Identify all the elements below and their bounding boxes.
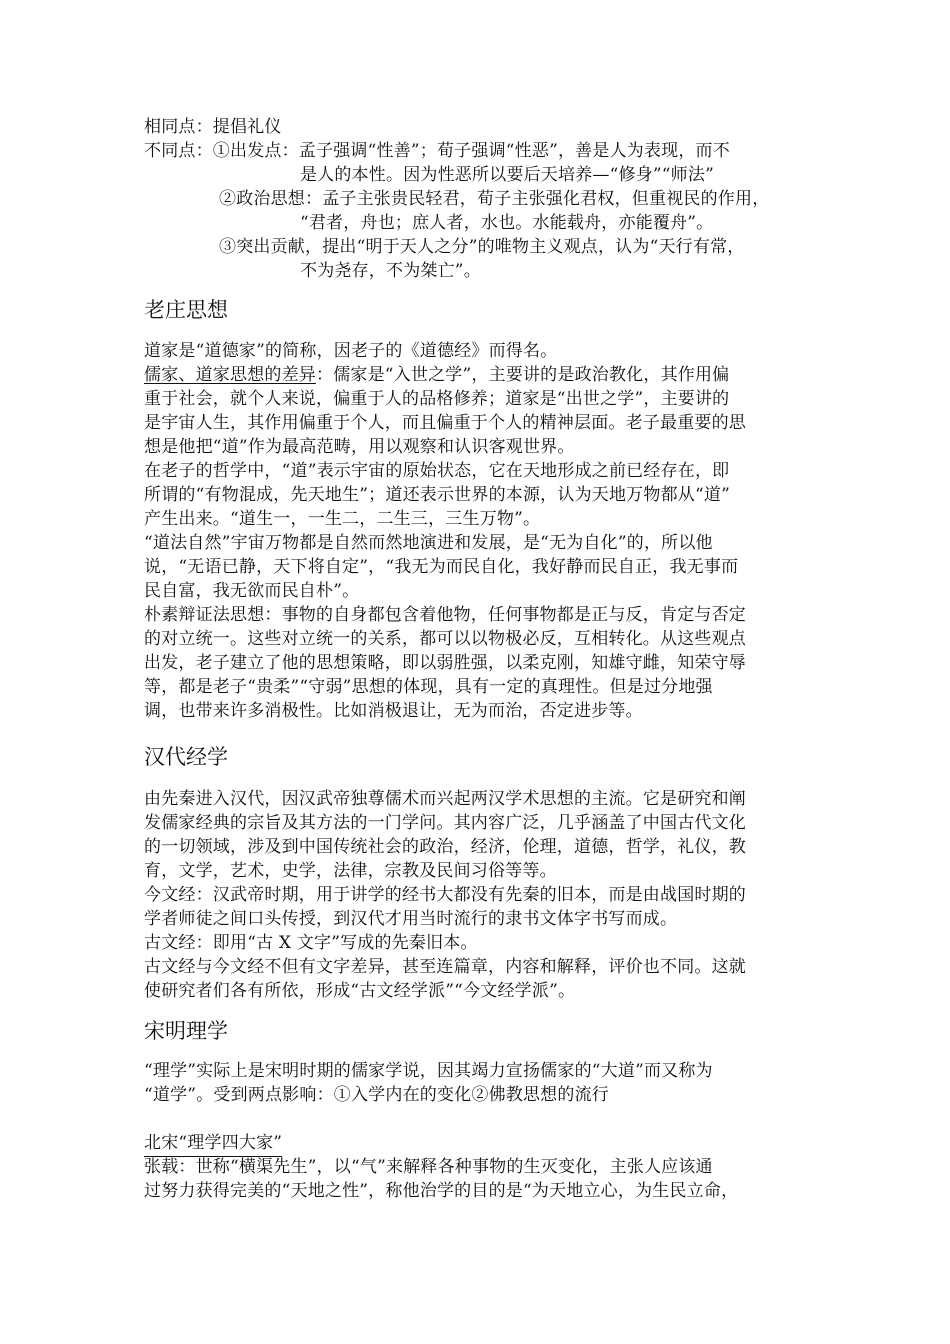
laozhuang-p3-line-3: 产生出来。“道生一，一生二，二生三，三生万物”。	[144, 509, 541, 529]
laozhuang-p3-line-2: 所谓的“有物混成，先天地生”；道还表示世界的本源，认为天地万物都从“道”	[144, 485, 730, 505]
handai-p1-line-2: 发儒家经典的宗旨及其方法的一门学问。其内容广泛，几乎涵盖了中国古代文化	[144, 813, 746, 833]
songming-p2-line-1: 张载：世称“横渠先生”，以“气”来解释各种事物的生灭变化，主张人应该通	[144, 1157, 713, 1177]
laozhuang-p5-line-5: 调，也带来许多消极性。比如消极退让，无为而治，否定进步等。	[144, 701, 643, 721]
handai-p2-line-2: 学者师徒之间口头传授，到汉代才用当时流行的隶书文体字书写而成。	[144, 909, 678, 929]
diff-points-line-2: 是人的本性。因为性恶所以要后天培养—“修身”“师法”	[300, 165, 714, 185]
songming-p1-line-2: “道学”。受到两点影响：①入学内在的变化②佛教思想的流行	[144, 1085, 609, 1105]
diff-points-line-4: “君者，舟也；庶人者，水也。水能载舟，亦能覆舟”。	[300, 213, 714, 233]
handai-p2-line-1: 今文经：汉武帝时期，用于讲学的经书大都没有先秦的旧本，而是由战国时期的	[144, 885, 746, 905]
heading-songming: 宋明理学	[144, 1019, 228, 1043]
same-points-line: 相同点：提倡礼仪	[144, 117, 282, 137]
difference-underlined-term: 儒家、道家思想的差异	[144, 365, 316, 385]
songming-p2-line-2: 过努力获得完美的“天地之性”，称他治学的目的是“为天地立心，为生民立命，	[144, 1181, 739, 1201]
northern-song-subheading: 北宋“理学四大家”	[144, 1131, 282, 1157]
laozhuang-p4-line-1: “道法自然”宇宙万物都是自然而然地演进和发展，是“无为自化”的，所以他	[144, 533, 713, 553]
laozhuang-p2-line-2: 重于社会，就个人来说，偏重于人的品格修养；道家是“出世之学”，主要讲的	[144, 389, 730, 409]
heading-laozhuang: 老庄思想	[144, 298, 228, 322]
handai-p1-line-1: 由先秦进入汉代，因汉武帝独尊儒术而兴起两汉学术思想的主流。它是研究和阐	[144, 789, 746, 809]
songming-p1-line-1: “理学”实际上是宋明时期的儒家学说，因其竭力宣扬儒家的“大道”而又称为	[144, 1061, 713, 1081]
laozhuang-p5-line-3: 出发，老子建立了他的思想策略，即以弱胜强，以柔克刚，知雄守雌，知荣守辱	[144, 653, 746, 673]
diff-points-line-1: 不同点：①出发点：孟子强调“性善”；荀子强调“性恶”，善是人为表现，而不	[144, 141, 730, 161]
laozhuang-p2-line-1	[144, 363, 729, 387]
laozhuang-p2-line-4: 想是他把“道”作为最高范畴，用以观察和认识客观世界。	[144, 437, 575, 457]
handai-p1-line-4: 育，文学，艺术，史学，法律，宗教及民间习俗等等。	[144, 861, 557, 881]
diff-points-line-5: ③突出贡献，提出“明于天人之分”的唯物主义观点，认为“天行有常，	[219, 237, 745, 257]
handai-p4-line-1: 古文经与今文经不但有文字差异，甚至连篇章，内容和解释，评价也不同。这就	[144, 957, 746, 977]
heading-handai: 汉代经学	[144, 745, 228, 769]
handai-p4-line-2: 使研究者们各有所依，形成“古文经学派”“今文经学派”。	[144, 981, 576, 1001]
laozhuang-p2-rest: ：儒家是“入世之学”，主要讲的是政治教化，其作用偏	[316, 365, 730, 385]
laozhuang-p5-line-4: 等，都是老子“贵柔”“守弱”思想的体现，具有一定的真理性。但是过分地强	[144, 677, 713, 697]
handai-p1-line-3: 的一切领域，涉及到中国传统社会的政治，经济，伦理，道德，哲学，礼仪，教	[144, 837, 746, 857]
diff-points-line-3: ②政治思想：孟子主张贵民轻君，荀子主张强化君权，但重视民的作用，	[219, 189, 770, 209]
laozhuang-p2-line-3: 是宇宙人生，其作用偏重于个人，而且偏重于个人的精神层面。老子最重要的思	[144, 413, 746, 433]
laozhuang-p5-line-2: 的对立统一。这些对立统一的关系，都可以以物极必反，互相转化。从这些观点	[144, 629, 746, 649]
laozhuang-p3-line-1: 在老子的哲学中，“道”表示宇宙的原始状态，它在天地形成之前已经存在，即	[144, 461, 730, 481]
laozhuang-p1: 道家是“道德家”的简称，因老子的《道德经》而得名。	[144, 341, 558, 361]
laozhuang-p4-line-2: 说，“无语已静，天下将自定”，“我无为而民自化，我好静而民自正，我无事而	[144, 557, 739, 577]
laozhuang-p5-line-1: 朴素辩证法思想：事物的自身都包含着他物，任何事物都是正与反，肯定与否定	[144, 605, 746, 625]
diff-points-line-6: 不为尧存，不为桀亡”。	[300, 261, 481, 281]
laozhuang-p4-line-3: 民自富，我无欲而民自朴”。	[144, 581, 360, 601]
handai-p3: 古文经：即用“古 X 文字”写成的先秦旧本。	[144, 933, 478, 953]
